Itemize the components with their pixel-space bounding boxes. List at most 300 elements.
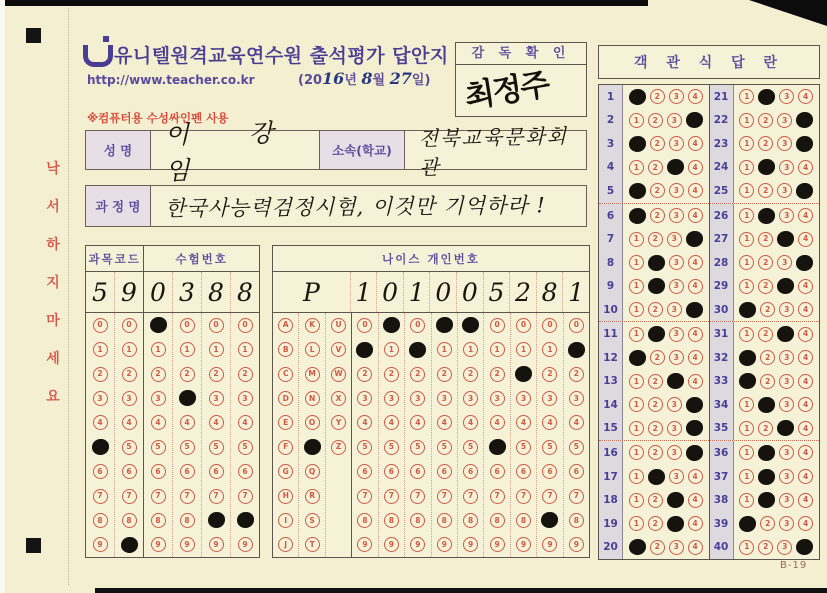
exam-number-bubble-col4-digit-6[interactable]: 6 (180, 464, 195, 479)
exam-number-bubble-col4-digit-5[interactable]: 5 (180, 440, 195, 455)
answer-q10-option-4[interactable] (686, 302, 703, 318)
answer-q38-option-4[interactable]: 4 (798, 493, 813, 508)
neis-bubble-col5-digit-6[interactable]: 6 (463, 464, 478, 479)
exam-number-bubble-col2-digit-1[interactable]: 1 (122, 342, 137, 357)
neis-bubble-col5-digit-9[interactable]: 9 (463, 537, 478, 552)
answer-q34-option-3[interactable]: 3 (779, 397, 794, 412)
neis-written-row[interactable] (273, 272, 589, 313)
answer-q38-option-1[interactable]: 1 (739, 493, 754, 508)
answer-q15-option-4[interactable] (686, 420, 703, 436)
exam-number-bubble-col5-digit-6[interactable]: 6 (209, 464, 224, 479)
answer-q25-option-1[interactable]: 1 (739, 183, 754, 198)
exam-number-bubble-col4-digit-2[interactable]: 2 (180, 367, 195, 382)
neis-bubble-col9-digit-1[interactable] (568, 342, 585, 358)
exam-number-bubble-col4-digit-9[interactable]: 9 (180, 537, 195, 552)
answer-q31-option-3[interactable] (777, 326, 794, 342)
answer-q13-option-4[interactable]: 4 (688, 374, 703, 389)
answer-q29-option-4[interactable]: 4 (798, 279, 813, 294)
exam-number-bubble-col5-digit-0[interactable]: 0 (209, 318, 224, 333)
answer-q29-option-3[interactable] (777, 278, 794, 294)
neis-bubble-col1-digit-9[interactable]: 9 (357, 537, 372, 552)
neis-bubble-letter-H[interactable]: H (278, 489, 293, 504)
answer-q36-option-1[interactable]: 1 (739, 445, 754, 460)
answer-q7-option-2[interactable]: 2 (648, 232, 663, 247)
answer-q34-option-2[interactable] (758, 397, 775, 413)
neis-bubble-col9-digit-3[interactable]: 3 (569, 391, 584, 406)
neis-bubble-letter-F[interactable]: F (278, 440, 293, 455)
answer-q3-option-3[interactable]: 3 (669, 136, 684, 151)
exam-number-bubble-col3-digit-2[interactable]: 2 (151, 367, 166, 382)
exam-number-bubble-col3-digit-3[interactable]: 3 (151, 391, 166, 406)
answer-q17-option-1[interactable]: 1 (629, 469, 644, 484)
answer-q35-option-2[interactable]: 2 (758, 421, 773, 436)
neis-bubble-col8-digit-1[interactable]: 1 (542, 342, 557, 357)
answer-q39-option-2[interactable]: 2 (760, 516, 775, 531)
answer-q27-option-3[interactable] (777, 231, 794, 247)
neis-bubble-col4-digit-3[interactable]: 3 (437, 391, 452, 406)
answer-q6-option-1[interactable] (629, 208, 646, 224)
exam-number-bubble-col5-digit-5[interactable]: 5 (209, 440, 224, 455)
answer-q7-option-3[interactable]: 3 (667, 232, 682, 247)
exam-number-bubble-col6-digit-3[interactable]: 3 (238, 391, 253, 406)
neis-bubble-letter-T[interactable]: T (305, 537, 320, 552)
answer-q36-option-3[interactable]: 3 (779, 445, 794, 460)
answer-q18-option-4[interactable]: 4 (688, 493, 703, 508)
neis-bubble-col7-digit-2[interactable] (515, 366, 532, 382)
exam-number-bubble-col2-digit-5[interactable]: 5 (122, 440, 137, 455)
neis-bubble-letter-E[interactable]: E (278, 415, 293, 430)
answer-q31-option-1[interactable]: 1 (739, 327, 754, 342)
exam-number-bubble-col3-digit-1[interactable]: 1 (151, 342, 166, 357)
answer-q22-option-2[interactable]: 2 (758, 113, 773, 128)
answer-q40-option-2[interactable]: 2 (758, 540, 773, 555)
answer-q36-option-4[interactable]: 4 (798, 445, 813, 460)
answer-q10-option-3[interactable]: 3 (667, 302, 682, 317)
answer-q20-option-3[interactable]: 3 (669, 540, 684, 555)
neis-bubble-letter-C[interactable]: C (278, 367, 293, 382)
neis-bubble-col8-digit-3[interactable]: 3 (542, 391, 557, 406)
answer-q1-option-3[interactable]: 3 (669, 89, 684, 104)
neis-bubble-col9-digit-6[interactable]: 6 (569, 464, 584, 479)
exam-number-bubble-col1-digit-2[interactable]: 2 (93, 367, 108, 382)
answer-q25-option-3[interactable]: 3 (777, 183, 792, 198)
answer-q15-option-1[interactable]: 1 (629, 421, 644, 436)
answer-q31-option-2[interactable]: 2 (758, 327, 773, 342)
neis-bubble-col6-digit-9[interactable]: 9 (490, 537, 505, 552)
answer-q19-option-1[interactable]: 1 (629, 516, 644, 531)
answer-q32-option-1[interactable] (739, 350, 756, 366)
neis-bubble-letter-J[interactable]: J (278, 537, 293, 552)
neis-bubble-col5-digit-2[interactable]: 2 (463, 367, 478, 382)
neis-bubble-col1-digit-3[interactable]: 3 (357, 391, 372, 406)
neis-bubble-col4-digit-7[interactable]: 7 (437, 489, 452, 504)
neis-bubble-letter-K[interactable]: K (305, 318, 320, 333)
neis-bubble-letter-L[interactable]: L (305, 342, 320, 357)
answer-q33-option-1[interactable] (739, 373, 756, 389)
neis-bubble-col4-digit-6[interactable]: 6 (437, 464, 452, 479)
neis-bubble-col7-digit-6[interactable]: 6 (516, 464, 531, 479)
neis-bubble-col1-digit-5[interactable]: 5 (357, 440, 372, 455)
answer-q2-option-4[interactable] (686, 112, 703, 128)
neis-bubble-col6-digit-1[interactable]: 1 (490, 342, 505, 357)
answer-q24-option-3[interactable]: 3 (779, 160, 794, 175)
answer-q25-option-2[interactable]: 2 (758, 183, 773, 198)
answer-q32-option-3[interactable]: 3 (779, 350, 794, 365)
answer-q27-option-2[interactable]: 2 (758, 232, 773, 247)
answer-q14-option-1[interactable]: 1 (629, 397, 644, 412)
neis-bubble-col2-digit-6[interactable]: 6 (384, 464, 399, 479)
exam-number-bubble-col3-digit-6[interactable]: 6 (151, 464, 166, 479)
neis-bubble-col8-digit-9[interactable]: 9 (542, 537, 557, 552)
answer-q14-option-4[interactable] (686, 397, 703, 413)
neis-bubble-col7-digit-9[interactable]: 9 (516, 537, 531, 552)
neis-bubble-col3-digit-4[interactable]: 4 (410, 415, 425, 430)
answer-q20-option-2[interactable]: 2 (650, 540, 665, 555)
exam-number-bubble-col1-digit-6[interactable]: 6 (93, 464, 108, 479)
answer-q13-option-1[interactable]: 1 (629, 374, 644, 389)
exam-number-bubble-col5-digit-2[interactable]: 2 (209, 367, 224, 382)
answer-q39-option-4[interactable]: 4 (798, 516, 813, 531)
answer-q5-option-1[interactable] (629, 183, 646, 199)
exam-number-bubble-col4-digit-4[interactable]: 4 (180, 415, 195, 430)
neis-bubble-col4-digit-1[interactable]: 1 (437, 342, 452, 357)
neis-bubble-col2-digit-1[interactable]: 1 (384, 342, 399, 357)
answer-q9-option-2[interactable] (648, 278, 665, 294)
exam-number-bubble-col4-digit-1[interactable]: 1 (180, 342, 195, 357)
answer-q13-option-2[interactable]: 2 (648, 374, 663, 389)
neis-bubble-col9-digit-9[interactable]: 9 (569, 537, 584, 552)
neis-bubble-col8-digit-5[interactable]: 5 (542, 440, 557, 455)
neis-bubble-col4-digit-5[interactable]: 5 (437, 440, 452, 455)
answer-q9-option-3[interactable]: 3 (669, 279, 684, 294)
exam-number-bubble-col6-digit-1[interactable]: 1 (238, 342, 253, 357)
answer-q19-option-4[interactable]: 4 (688, 516, 703, 531)
exam-number-bubble-col2-digit-4[interactable]: 4 (122, 415, 137, 430)
exam-number-bubble-col5-digit-1[interactable]: 1 (209, 342, 224, 357)
exam-number-bubble-col1-digit-8[interactable]: 8 (93, 513, 108, 528)
answer-q29-option-2[interactable]: 2 (758, 279, 773, 294)
answer-q26-option-1[interactable]: 1 (739, 208, 754, 223)
neis-bubble-col3-digit-1[interactable] (409, 342, 426, 358)
answer-q2-option-1[interactable]: 1 (629, 113, 644, 128)
neis-bubble-letter-N[interactable]: N (305, 391, 320, 406)
answer-q37-option-4[interactable]: 4 (798, 469, 813, 484)
answer-q28-option-3[interactable]: 3 (777, 255, 792, 270)
neis-bubble-col4-digit-4[interactable]: 4 (437, 415, 452, 430)
answer-q38-option-3[interactable]: 3 (779, 493, 794, 508)
answer-q5-option-2[interactable]: 2 (650, 183, 665, 198)
exam-number-bubble-col4-digit-8[interactable]: 8 (180, 513, 195, 528)
answer-q37-option-2[interactable] (758, 469, 775, 485)
answer-q3-option-1[interactable] (629, 136, 646, 152)
answer-q35-option-1[interactable]: 1 (739, 421, 754, 436)
neis-bubble-col3-digit-7[interactable]: 7 (410, 489, 425, 504)
answer-q35-option-3[interactable] (777, 420, 794, 436)
answer-q16-option-2[interactable]: 2 (648, 445, 663, 460)
answer-q19-option-3[interactable] (667, 516, 684, 532)
answer-q21-option-2[interactable] (758, 89, 775, 105)
answer-q12-option-1[interactable] (629, 350, 646, 366)
answer-q23-option-3[interactable]: 3 (777, 136, 792, 151)
answer-q37-option-1[interactable]: 1 (739, 469, 754, 484)
neis-bubble-col3-digit-0[interactable]: 0 (410, 318, 425, 333)
neis-bubble-col8-digit-4[interactable]: 4 (542, 415, 557, 430)
neis-bubble-col6-digit-4[interactable]: 4 (490, 415, 505, 430)
answer-q5-option-3[interactable]: 3 (669, 183, 684, 198)
answer-q21-option-4[interactable]: 4 (798, 89, 813, 104)
answer-q23-option-1[interactable]: 1 (739, 136, 754, 151)
answer-q24-option-1[interactable]: 1 (739, 160, 754, 175)
neis-bubble-col7-digit-8[interactable]: 8 (516, 513, 531, 528)
answer-q34-option-4[interactable]: 4 (798, 397, 813, 412)
answer-q18-option-1[interactable]: 1 (629, 493, 644, 508)
exam-number-bubble-col1-digit-7[interactable]: 7 (93, 489, 108, 504)
neis-bubble-letter-I[interactable]: I (278, 513, 293, 528)
answer-q14-option-3[interactable]: 3 (667, 397, 682, 412)
neis-bubble-col4-digit-2[interactable]: 2 (437, 367, 452, 382)
answer-q24-option-4[interactable]: 4 (798, 160, 813, 175)
answer-q27-option-1[interactable]: 1 (739, 232, 754, 247)
answer-q4-option-4[interactable]: 4 (688, 160, 703, 175)
answer-q35-option-4[interactable]: 4 (798, 421, 813, 436)
neis-bubble-col6-digit-5[interactable] (489, 439, 506, 455)
exam-number-bubble-col1-digit-0[interactable]: 0 (93, 318, 108, 333)
answer-q10-option-2[interactable]: 2 (648, 302, 663, 317)
neis-bubble-col2-digit-2[interactable]: 2 (384, 367, 399, 382)
answer-q29-option-1[interactable]: 1 (739, 279, 754, 294)
neis-bubble-col6-digit-2[interactable]: 2 (490, 367, 505, 382)
neis-bubble-col7-digit-4[interactable]: 4 (516, 415, 531, 430)
exam-number-bubble-col1-digit-9[interactable]: 9 (93, 537, 108, 552)
neis-bubble-col1-digit-6[interactable]: 6 (357, 464, 372, 479)
neis-bubble-col9-digit-0[interactable]: 0 (569, 318, 584, 333)
neis-bubble-col6-digit-0[interactable]: 0 (490, 318, 505, 333)
answer-q9-option-4[interactable]: 4 (688, 279, 703, 294)
exam-number-bubble-col5-digit-8[interactable] (208, 512, 225, 528)
exam-number-bubble-col6-digit-7[interactable]: 7 (238, 489, 253, 504)
neis-bubble-col3-digit-6[interactable]: 6 (410, 464, 425, 479)
neis-bubble-col6-digit-6[interactable]: 6 (490, 464, 505, 479)
answer-q4-option-1[interactable]: 1 (629, 160, 644, 175)
answer-q26-option-2[interactable] (758, 208, 775, 224)
neis-bubble-col5-digit-4[interactable]: 4 (463, 415, 478, 430)
neis-bubble-col1-digit-4[interactable]: 4 (357, 415, 372, 430)
answer-q22-option-3[interactable]: 3 (777, 113, 792, 128)
neis-bubble-letter-D[interactable]: D (278, 391, 293, 406)
answer-q16-option-4[interactable] (686, 445, 703, 461)
answer-q30-option-3[interactable]: 3 (779, 302, 794, 317)
exam-number-bubble-col2-digit-8[interactable]: 8 (122, 513, 137, 528)
neis-bubble-col1-digit-2[interactable]: 2 (357, 367, 372, 382)
answer-q13-option-3[interactable] (667, 373, 684, 389)
answer-q21-option-3[interactable]: 3 (779, 89, 794, 104)
answer-q6-option-4[interactable]: 4 (688, 208, 703, 223)
neis-bubble-col3-digit-8[interactable]: 8 (410, 513, 425, 528)
answer-q1-option-4[interactable]: 4 (688, 89, 703, 104)
answer-q11-option-2[interactable] (648, 326, 665, 342)
answer-q36-option-2[interactable] (758, 445, 775, 461)
exam-number-bubble-col4-digit-7[interactable]: 7 (180, 489, 195, 504)
exam-number-bubble-col3-digit-4[interactable]: 4 (151, 415, 166, 430)
answer-q40-option-1[interactable]: 1 (739, 540, 754, 555)
exam-number-bubble-col2-digit-0[interactable]: 0 (122, 318, 137, 333)
answer-q40-option-4[interactable] (796, 539, 813, 555)
answer-q32-option-4[interactable]: 4 (798, 350, 813, 365)
neis-bubble-col1-digit-1[interactable] (356, 342, 373, 358)
exam-number-bubble-col6-digit-9[interactable]: 9 (238, 537, 253, 552)
neis-bubble-col1-digit-7[interactable]: 7 (357, 489, 372, 504)
answer-q15-option-2[interactable]: 2 (648, 421, 663, 436)
neis-bubble-letter-M[interactable]: M (305, 367, 320, 382)
exam-number-bubble-col6-digit-0[interactable]: 0 (238, 318, 253, 333)
exam-number-bubble-col6-digit-5[interactable]: 5 (238, 440, 253, 455)
neis-bubble-col8-digit-2[interactable]: 2 (542, 367, 557, 382)
answer-q37-option-3[interactable]: 3 (779, 469, 794, 484)
exam-number-bubble-col5-digit-7[interactable]: 7 (209, 489, 224, 504)
answer-q23-option-2[interactable]: 2 (758, 136, 773, 151)
answer-q26-option-3[interactable]: 3 (779, 208, 794, 223)
neis-bubble-letter-Y[interactable]: Y (331, 415, 346, 430)
exam-number-bubble-col6-digit-2[interactable]: 2 (238, 367, 253, 382)
exam-number-written-row[interactable] (86, 272, 259, 313)
answer-q19-option-2[interactable]: 2 (648, 516, 663, 531)
neis-bubble-col6-digit-3[interactable]: 3 (490, 391, 505, 406)
neis-bubble-col7-digit-3[interactable]: 3 (516, 391, 531, 406)
neis-bubble-col7-digit-0[interactable]: 0 (516, 318, 531, 333)
course-field[interactable] (151, 186, 586, 226)
answer-q22-option-1[interactable]: 1 (739, 113, 754, 128)
neis-bubble-col8-digit-6[interactable]: 6 (542, 464, 557, 479)
neis-bubble-col3-digit-3[interactable]: 3 (410, 391, 425, 406)
exam-number-bubble-col2-digit-7[interactable]: 7 (122, 489, 137, 504)
exam-number-bubble-col2-digit-3[interactable]: 3 (122, 391, 137, 406)
neis-bubble-letter-Q[interactable]: Q (305, 464, 320, 479)
neis-bubble-col4-digit-8[interactable]: 8 (437, 513, 452, 528)
neis-bubble-col9-digit-8[interactable]: 8 (569, 513, 584, 528)
answer-q11-option-3[interactable]: 3 (669, 327, 684, 342)
neis-bubble-letter-R[interactable]: R (305, 489, 320, 504)
answer-q5-option-4[interactable]: 4 (688, 183, 703, 198)
neis-bubble-col3-digit-2[interactable]: 2 (410, 367, 425, 382)
neis-bubble-col9-digit-2[interactable]: 2 (569, 367, 584, 382)
neis-bubble-letter-U[interactable]: U (331, 318, 346, 333)
exam-number-bubble-col4-digit-0[interactable]: 0 (180, 318, 195, 333)
answer-q12-option-4[interactable]: 4 (688, 350, 703, 365)
answer-q17-option-4[interactable]: 4 (688, 469, 703, 484)
neis-bubble-col1-digit-0[interactable]: 0 (357, 318, 372, 333)
exam-number-bubble-col6-digit-4[interactable]: 4 (238, 415, 253, 430)
answer-q33-option-4[interactable]: 4 (798, 374, 813, 389)
answer-q31-option-4[interactable]: 4 (798, 327, 813, 342)
answer-q40-option-3[interactable]: 3 (777, 540, 792, 555)
answer-q38-option-2[interactable] (758, 492, 775, 508)
neis-bubble-col1-digit-8[interactable]: 8 (357, 513, 372, 528)
answer-q25-option-4[interactable] (796, 183, 813, 199)
neis-bubble-col2-digit-5[interactable]: 5 (384, 440, 399, 455)
answer-q27-option-4[interactable]: 4 (798, 232, 813, 247)
answer-q11-option-1[interactable]: 1 (629, 327, 644, 342)
answer-q14-option-2[interactable]: 2 (648, 397, 663, 412)
answer-q21-option-1[interactable]: 1 (739, 89, 754, 104)
answer-q17-option-2[interactable] (648, 469, 665, 485)
answer-q11-option-4[interactable]: 4 (688, 327, 703, 342)
answer-q26-option-4[interactable]: 4 (798, 208, 813, 223)
neis-bubble-letter-S[interactable]: S (305, 513, 320, 528)
answer-q15-option-3[interactable]: 3 (667, 421, 682, 436)
answer-q24-option-2[interactable] (758, 159, 775, 175)
answer-q4-option-2[interactable]: 2 (648, 160, 663, 175)
answer-q20-option-1[interactable] (629, 539, 646, 555)
exam-number-bubble-col4-digit-3[interactable] (179, 390, 196, 406)
neis-bubble-letter-V[interactable]: V (331, 342, 346, 357)
neis-bubble-col8-digit-0[interactable]: 0 (542, 318, 557, 333)
answer-q1-option-1[interactable] (629, 89, 646, 105)
exam-number-bubble-col3-digit-7[interactable]: 7 (151, 489, 166, 504)
exam-number-bubble-col2-digit-9[interactable] (121, 537, 138, 553)
answer-q33-option-3[interactable]: 3 (779, 374, 794, 389)
neis-bubble-letter-B[interactable]: B (278, 342, 293, 357)
exam-number-bubble-col5-digit-3[interactable]: 3 (209, 391, 224, 406)
answer-q4-option-3[interactable] (667, 159, 684, 175)
neis-bubble-letter-O[interactable]: O (305, 415, 320, 430)
neis-bubble-letter-G[interactable]: G (278, 464, 293, 479)
answer-q16-option-1[interactable]: 1 (629, 445, 644, 460)
neis-bubble-letter-A[interactable]: A (278, 318, 293, 333)
exam-number-bubble-col3-digit-9[interactable]: 9 (151, 537, 166, 552)
exam-number-bubble-col6-digit-6[interactable]: 6 (238, 464, 253, 479)
answer-q28-option-2[interactable]: 2 (758, 255, 773, 270)
answer-q28-option-4[interactable] (796, 255, 813, 271)
neis-bubble-col7-digit-5[interactable]: 5 (516, 440, 531, 455)
exam-number-bubble-col3-digit-0[interactable] (150, 317, 167, 333)
neis-bubble-col8-digit-7[interactable]: 7 (542, 489, 557, 504)
exam-number-bubble-col1-digit-1[interactable]: 1 (93, 342, 108, 357)
neis-bubble-col4-digit-9[interactable]: 9 (437, 537, 452, 552)
answer-q16-option-3[interactable]: 3 (667, 445, 682, 460)
neis-bubble-col2-digit-4[interactable]: 4 (384, 415, 399, 430)
answer-q18-option-2[interactable]: 2 (648, 493, 663, 508)
neis-bubble-col5-digit-1[interactable]: 1 (463, 342, 478, 357)
neis-bubble-col6-digit-8[interactable]: 8 (490, 513, 505, 528)
neis-bubble-col5-digit-8[interactable]: 8 (463, 513, 478, 528)
affiliation-field[interactable] (405, 123, 586, 180)
answer-q3-option-4[interactable]: 4 (688, 136, 703, 151)
answer-q8-option-4[interactable]: 4 (688, 255, 703, 270)
answer-q12-option-2[interactable]: 2 (650, 350, 665, 365)
exam-number-bubble-col3-digit-5[interactable]: 5 (151, 440, 166, 455)
neis-bubble-letter-X[interactable]: X (331, 391, 346, 406)
answer-q30-option-2[interactable]: 2 (760, 302, 775, 317)
answer-q12-option-3[interactable]: 3 (669, 350, 684, 365)
neis-bubble-col2-digit-8[interactable]: 8 (384, 513, 399, 528)
answer-q32-option-2[interactable]: 2 (760, 350, 775, 365)
answer-q6-option-3[interactable]: 3 (669, 208, 684, 223)
answer-q8-option-3[interactable]: 3 (669, 255, 684, 270)
neis-bubble-letter-Z[interactable]: Z (331, 440, 346, 455)
neis-bubble-col5-digit-0[interactable] (462, 317, 479, 333)
neis-bubble-col3-digit-9[interactable]: 9 (410, 537, 425, 552)
answer-q18-option-3[interactable] (667, 492, 684, 508)
exam-number-bubble-col1-digit-4[interactable]: 4 (93, 415, 108, 430)
neis-bubble-col2-digit-3[interactable]: 3 (384, 391, 399, 406)
neis-bubble-col5-digit-5[interactable]: 5 (463, 440, 478, 455)
neis-bubble-col8-digit-8[interactable] (541, 512, 558, 528)
exam-number-bubble-col1-digit-5[interactable] (92, 439, 109, 455)
answer-q34-option-1[interactable]: 1 (739, 397, 754, 412)
neis-bubble-col9-digit-4[interactable]: 4 (569, 415, 584, 430)
answer-q7-option-4[interactable] (686, 231, 703, 247)
exam-number-bubble-col3-digit-8[interactable]: 8 (151, 513, 166, 528)
